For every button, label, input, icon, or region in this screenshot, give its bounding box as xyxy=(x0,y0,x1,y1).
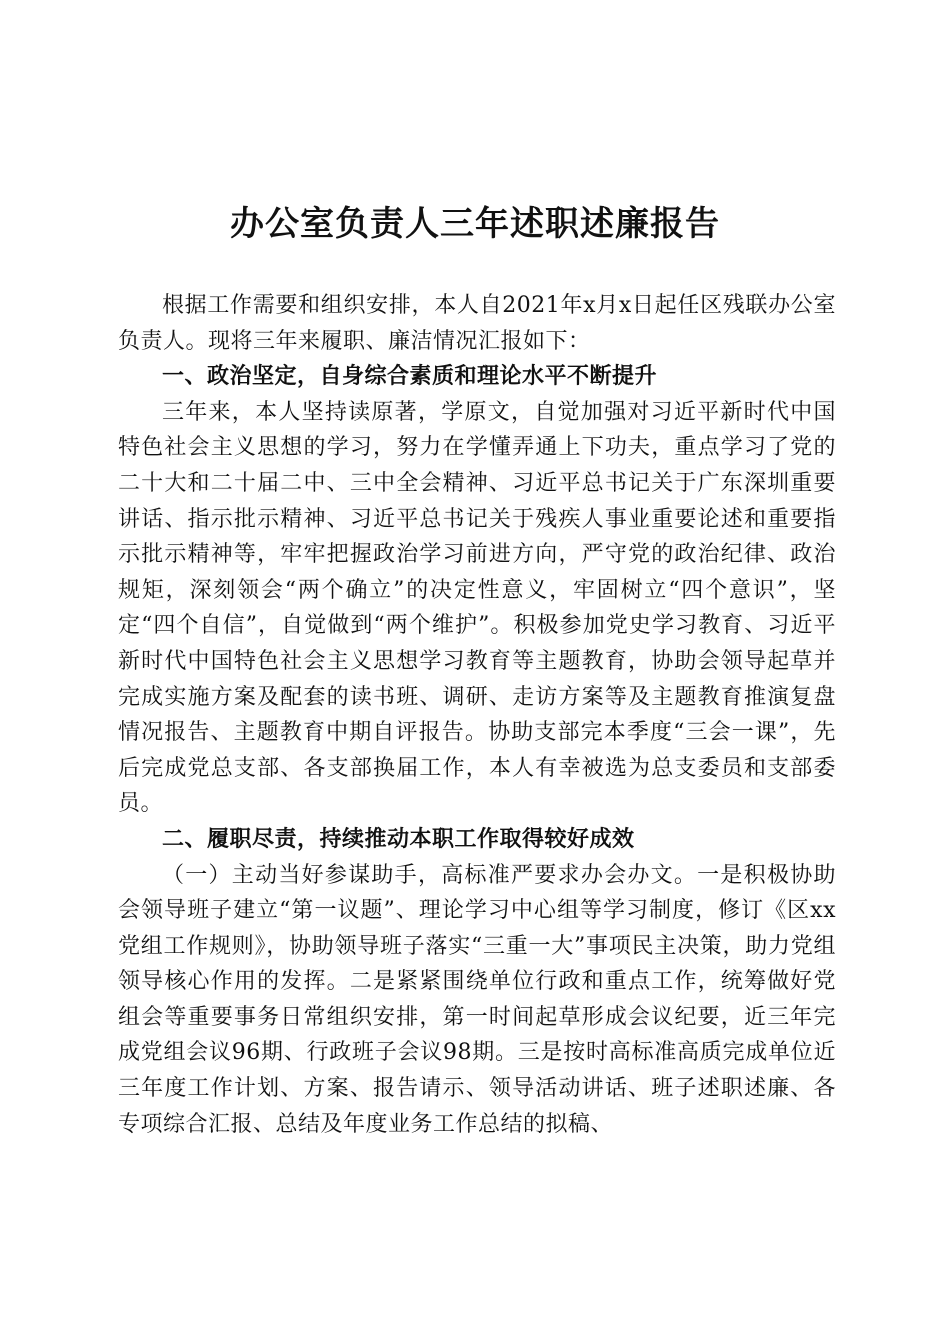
document-body xyxy=(118,288,836,1142)
intro-paragraph: 根据工作需要和组织安排，本人自2021年x月x日起任区残联办公室负责人。现将三年来履职、廉洁情况汇报如下： xyxy=(118,293,836,354)
section-heading-1: 一、政治坚定，自身综合素质和理论水平不断提升 xyxy=(162,364,658,390)
section-heading-2: 二、履职尽责，持续推动本职工作取得较好成效 xyxy=(162,826,635,852)
section-1-paragraph: 三年来，本人坚持读原著，学原文，自觉加强对习近平新时代中国特色社会主义思想的学习，努力在学懂弄通上下功夫，重点学习了党的二十大和二十届二中、三中全会精神、习近平总书记关于广东深圳重要讲话、指示批示精神、习近平总书记关于残疾人事业重要论述和重要指示批示精神等，牢牢把握政治学习前进方向，严守党的政治纪律、政治规矩，深刻领会“两个确立”的决定性意义，牢固树立“四个意识”，坚定“四个自信”，自觉做到“两个维护”。积极参加党史学习教育、习近平新时代中国特色社会主义思想学习教育等主题教育，协助会领导起草并完成实施方案及配套的读书班、调研、走访方案等及主题教育推演复盘情况报告、主题教育中期自评报告。协助支部完本季度“三会一课”，先后完成党总支部、各支部换届工作，本人有幸被选为总支委员和支部委员。 xyxy=(118,399,836,817)
page-title: 办公室负责人三年述职述廉报告 xyxy=(230,204,720,244)
section-2-paragraph: （一）主动当好参谋助手，高标准严要求办会办文。一是积极协助会领导班子建立“第一议题”、理论学习中心组等学习制度，修订《区xx党组工作规则》，协助领导班子落实“三重一大”事项民主决策，助力党组领导核心作用的发挥。二是紧紧围绕单位行政和重点工作，统筹做好党组会等重要事务日常组织安排，第一时间起草形成会议纪要，近三年完成党组会议96期、行政班子会议98期。三是按时高标准高质完成单位近三年度工作计划、方案、报告请示、领导活动讲话、班子述职述廉、各专项综合汇报、总结及年度业务工作总结的拟稿、 xyxy=(118,862,836,1137)
